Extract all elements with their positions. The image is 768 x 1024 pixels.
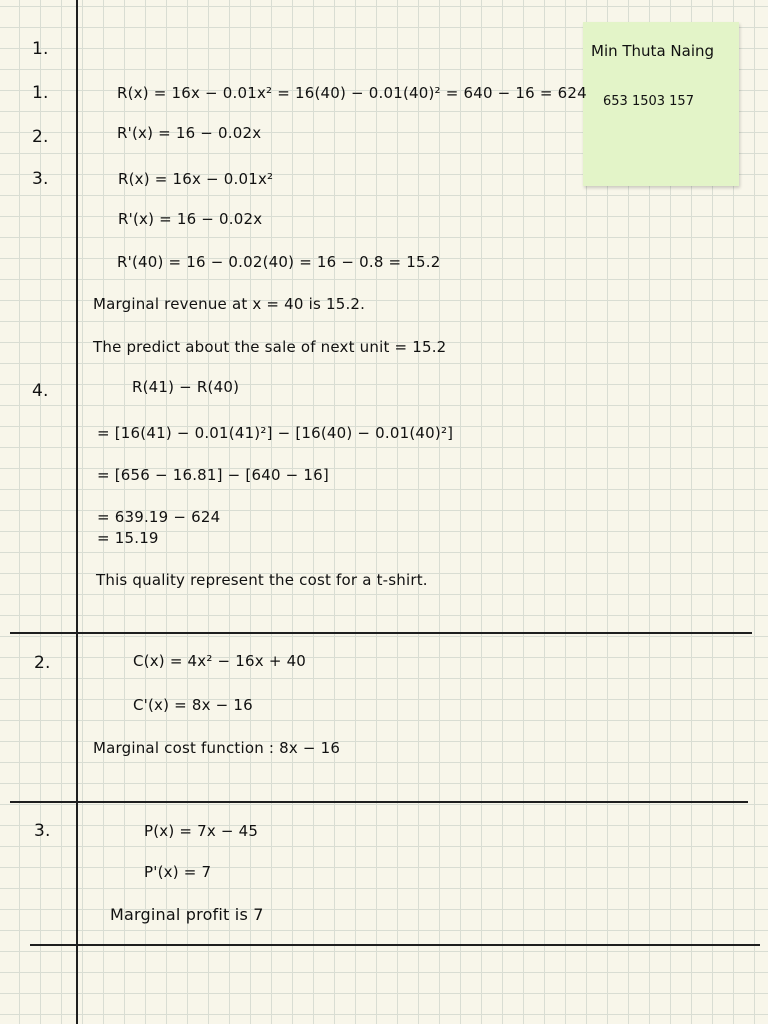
q1-part2-equation: R'(x) = 16 − 0.02x	[117, 124, 262, 142]
q1-number: 1.	[32, 39, 49, 59]
q2-line1: C(x) = 4x² − 16x + 40	[133, 652, 307, 670]
student-id: 653 1503 157	[603, 94, 694, 109]
q1-part4-line5: = 15.19	[97, 529, 159, 547]
q2-line2: C'(x) = 8x − 16	[133, 696, 253, 714]
q1-part1-equation: R(x) = 16x − 0.01x² = 16(40) − 0.01(40)² = 640 − 16 = 624	[117, 84, 587, 102]
q3-line3: Marginal profit is 7	[110, 905, 264, 924]
divider-q1-q2	[10, 632, 752, 634]
q1-part3-line2: R'(x) = 16 − 0.02x	[118, 210, 263, 228]
q1-part3-number: 3.	[32, 169, 49, 189]
q2-number: 2.	[34, 653, 51, 673]
q1-part4-number: 4.	[32, 381, 49, 401]
student-name: Min Thuta Naing	[591, 42, 715, 60]
q1-part2-number: 2.	[32, 127, 49, 147]
q3-number: 3.	[34, 821, 51, 841]
q1-part1-number: 1.	[32, 83, 49, 103]
q1-part3-line5: The predict about the sale of next unit = 15.2	[93, 338, 447, 356]
q1-part4-line2: = [16(41) − 0.01(41)²] − [16(40) − 0.01(40)²]	[97, 424, 454, 442]
q1-part4-line4: = 639.19 − 624	[97, 508, 221, 526]
q1-part4-line3: = [656 − 16.81] − [640 − 16]	[97, 466, 329, 484]
q1-part3-line4: Marginal revenue at x = 40 is 15.2.	[93, 295, 366, 313]
q1-part3-line1: R(x) = 16x − 0.01x²	[118, 170, 274, 188]
sticky-note	[583, 22, 739, 186]
q1-part4-line1: R(41) − R(40)	[132, 378, 240, 396]
divider-bottom	[30, 944, 760, 946]
divider-q2-q3	[10, 801, 748, 803]
margin-line	[76, 0, 78, 1024]
q3-line2: P'(x) = 7	[144, 863, 212, 881]
q1-part4-line6: This quality represent the cost for a t-shirt.	[96, 571, 428, 589]
q2-line3: Marginal cost function : 8x − 16	[93, 739, 341, 757]
q1-part3-line3: R'(40) = 16 − 0.02(40) = 16 − 0.8 = 15.2	[117, 253, 441, 271]
q3-line1: P(x) = 7x − 45	[144, 822, 259, 840]
